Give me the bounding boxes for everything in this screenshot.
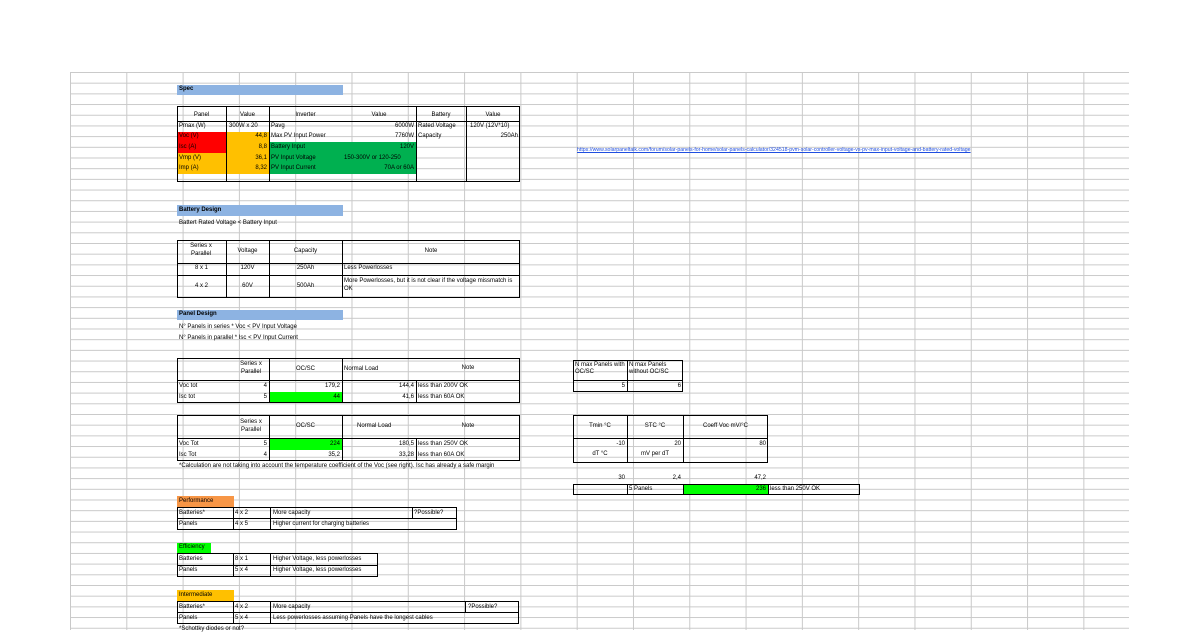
panel2-row-label: Isc Tot [179, 452, 197, 458]
panel1-row-label: Isc tot [179, 394, 196, 400]
inter-row-config: 5 x 4 [235, 615, 249, 621]
panel1-row-ocsc: 44 [333, 394, 340, 400]
tmin-label: Tmin °C [589, 423, 611, 429]
inter-row-label: Batteries* [179, 604, 206, 610]
spec-row-inv-label: PV Input Voltage [271, 155, 316, 161]
battery-row-voltage: 120V [240, 265, 255, 271]
coeff-label: Coeff Voc mV/°C [703, 423, 748, 429]
spec-row-bat-value: 250Ah [500, 133, 518, 139]
perf-row-config: 4 x 2 [235, 510, 249, 516]
panel-footnote: *Calculation are not taking into account the temperature coefficient of the Voc (see right). Isc has already a safe margin [179, 463, 495, 469]
panel1-h-config: Series x Parallel [240, 361, 262, 375]
spec-row-inv-label: Pavg [271, 123, 285, 129]
perf-row-label: Batteries* [179, 510, 206, 516]
panel2-h-config: Series x Parallel [240, 419, 262, 433]
spec-row-bat-label: Capacity [418, 133, 442, 139]
eff-row-config: 5 x 4 [235, 567, 249, 573]
panel1-row-n: 5 [263, 394, 267, 400]
perf-row-note: Higher current for charging batteries [273, 521, 370, 527]
spec-h-value2: Value [371, 112, 387, 118]
panel1-row-note: less than 60A OK [418, 394, 465, 400]
dt-value: 30 [618, 475, 625, 481]
panel1-row-note: less than 200V OK [418, 383, 469, 389]
panel2-row-note: less than 60A OK [418, 452, 465, 458]
inter-cut-text: *Schottky diodes or not? [179, 626, 245, 632]
spec-h-value3: Value [485, 112, 501, 118]
panel1-h-normal: Normal Load [344, 366, 379, 372]
panel2-row-n: 4 [263, 452, 267, 458]
efficiency-title: Efficiency [179, 544, 205, 550]
perf-row-extra: ?Possible? [414, 510, 444, 516]
perf-row-config: 4 x 5 [235, 521, 249, 527]
mv-value: 2,4 [672, 475, 681, 481]
battery-h-config: Series x Parallel [190, 243, 212, 257]
battery-row-config: 4 x 2 [194, 283, 208, 289]
spec-row-inv-label: Battery Input [271, 144, 306, 150]
battery-design-title: Battery Design [179, 207, 222, 213]
battery-h-note: Note [424, 248, 438, 254]
panel-rule-1: N° Panels in series * Voc < PV Input Voltage [179, 324, 297, 330]
performance-title: Performance [179, 498, 214, 504]
panel2-row-note: less than 250V OK [418, 441, 469, 447]
panels-value: 236 [755, 486, 766, 492]
panels-note: less than 250V OK [770, 486, 821, 492]
perf-row-note: More capacity [273, 510, 311, 516]
spec-row-label: Isc (A) [179, 144, 197, 150]
panel1-row-n: 4 [263, 383, 267, 389]
spec-title: Spec [179, 86, 194, 92]
battery-row-capacity: 250Ah [296, 265, 315, 271]
nmax-oc-label: N max Panels with OC/SC [575, 362, 625, 375]
perf-row-label: Panels [179, 521, 198, 527]
eff-row-config: 8 x 1 [235, 556, 249, 562]
panel2-row-n: 5 [263, 441, 267, 447]
panel1-row-label: Voc tot [179, 383, 198, 389]
eff-row-label: Batteries [179, 556, 203, 562]
inter-row-note: More capacity [273, 604, 311, 610]
spec-row-bat-value: 120V (12V*10) [470, 123, 510, 129]
panel1-row-ocsc: 179,2 [324, 383, 340, 389]
inter-row-note: Less powerlosses assuming Panels have the longest cables [273, 615, 433, 621]
spec-row-label: Pmax (W) [179, 123, 206, 129]
spec-row-inv-label: PV Input Current [271, 165, 316, 171]
spec-row-inv-value: 7760W [394, 133, 414, 139]
eff-row-label: Panels [179, 567, 198, 573]
battery-row-note: Less Powerlosses [344, 265, 393, 271]
tmin-value: -10 [616, 441, 625, 447]
dt-label: dT °C [592, 451, 608, 457]
battery-rule: Battert Rated Voltage < Battery Input [179, 220, 277, 226]
panel2-row-ocsc: 224 [329, 441, 340, 447]
panel1-row-normal: 41,6 [402, 394, 414, 400]
spec-row-inv-label: Max PV Input Power [271, 133, 326, 139]
panel-design-title: Panel Design [179, 311, 217, 317]
battery-h-capacity: Capacity [293, 248, 318, 254]
spec-row-bat-label: Rated Voltage [418, 123, 456, 129]
spec-row-inv-value: 6000W [394, 123, 414, 129]
inter-row-config: 4 x 2 [235, 604, 249, 610]
nmax-no-label: N max Panels without OC/SC [629, 362, 669, 375]
spec-row-label: Voc (V) [179, 133, 199, 139]
panel2-h-normal: Normal Load [357, 423, 392, 429]
coeff-value: 80 [759, 441, 766, 447]
spec-row-label: Vmp (V) [179, 155, 202, 161]
reference-link[interactable]: https://www.solarpaneltalk.com/forum/solar-panels-for-home/solar-panels-calculator/324518-pvm-solar-controller-voltage-vs-pv-max-input-voltage-and-battery-rated-voltage [577, 147, 971, 153]
battery-row-voltage: 60V [242, 283, 253, 289]
spec-row-value: 300W x 20 [229, 123, 258, 129]
spec-row-inv-value: 120V [399, 144, 414, 150]
mv-label: mV per dT [640, 451, 669, 457]
battery-h-voltage: Voltage [237, 248, 258, 254]
battery-row-config: 8 x 1 [194, 265, 208, 271]
spec-h-panel: Panel [193, 112, 210, 118]
spec-row-value: 36,1 [255, 155, 267, 161]
spec-h-value: Value [240, 112, 255, 118]
battery-row-note: More Powerlosses, but it is not clear if the voltage missmatch is OK [344, 278, 513, 292]
spec-title-fill [177, 85, 343, 95]
eff-row-note: Higher Voltage, less powerlosses [273, 567, 362, 573]
panel1-h-note: Note [461, 365, 475, 371]
inter-row-extra: ?Possible? [468, 604, 498, 610]
panel2-row-normal: 180,5 [398, 441, 414, 447]
panels-label: 5 Panels [629, 486, 653, 492]
spec-row-value: 8,32 [255, 165, 267, 171]
stc-value: 20 [674, 441, 681, 447]
panel-rule-2: N° Panels in parallel * Isc < PV Input Current [179, 335, 298, 341]
eff-row-note: Higher Voltage, less powerlosses [273, 556, 362, 562]
inter-row-label: Panels [179, 615, 198, 621]
intermediate-title: Intermediate [179, 592, 213, 598]
panel2-h-note: Note [461, 423, 475, 429]
spec-h-battery: Battery [431, 112, 451, 118]
battery-row-capacity: 500Ah [296, 283, 315, 289]
panel2-row-label: Voc Tot [179, 441, 199, 447]
nmax-no-value: 6 [677, 383, 681, 389]
spec-row-inv-value: 150-300V or 120-250 [344, 155, 401, 161]
panel2-row-normal: 33,28 [398, 452, 414, 458]
stc-label: STC °C [644, 423, 666, 429]
spec-row-value: 44,8 [255, 133, 267, 139]
coeff2-value: 47,2 [754, 475, 766, 481]
panel1-row-normal: 144,4 [398, 383, 414, 389]
panel2-row-ocsc: 35,2 [328, 452, 340, 458]
spec-row-value: 8,8 [258, 144, 267, 150]
spec-row-inv-value: 70A or 60A [384, 165, 414, 171]
panel2-h-ocsc: OC/SC [295, 423, 315, 429]
spec-h-inverter: Inverter [295, 112, 316, 118]
panel1-h-ocsc: OC/SC [295, 366, 315, 372]
nmax-oc-value: 5 [621, 383, 625, 389]
spec-row-label: Imp (A) [179, 165, 199, 171]
